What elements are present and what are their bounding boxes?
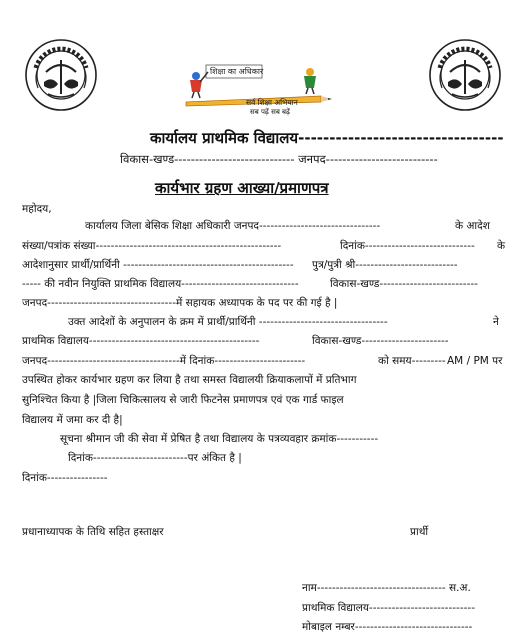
- applicant-label: प्रार्थी: [410, 526, 429, 538]
- body-line-10: सुनिश्चित किया है |जिला चिकित्सालय से जारी फिटनेस प्रमाणपत्र एवं एक गार्ड फाइल: [22, 394, 344, 406]
- up-government-seal-right: [428, 38, 502, 112]
- body-line-2a: संख्या/पत्रांक संख्या-------------------------------------------------: [22, 240, 282, 252]
- body-line-4b: विकास-खण्ड--------------------------: [330, 278, 478, 290]
- name-field: नाम---------------------------------- स.अ.: [302, 582, 471, 594]
- body-line-1a: कार्यालय जिला बेसिक शिक्षा अधिकारी जनपद--------------------------------: [85, 220, 381, 232]
- body-line-6a: उक्त आदेशों के अनुपालन के क्रम में प्रार्थी/प्रार्थिनी ----------------------------------: [68, 316, 388, 328]
- body-line-8b: को समय---------: [378, 355, 446, 367]
- logo-bottom-line1: सर्व शिक्षा अभियान: [246, 98, 298, 107]
- block-district-line: विकास-खण्ड----------------------------- जनपद---------------------------: [120, 152, 438, 166]
- document-title: कार्यभार ग्रहण आख्या/प्रमाणपत्र: [155, 179, 329, 197]
- logo-top-label: शिक्षा का अधिकार: [210, 67, 264, 76]
- body-line-1b: के आदेश: [455, 220, 490, 232]
- body-line-13: दिनांक-------------------------पर अंकित है |: [68, 452, 242, 464]
- body-line-12: सूचना श्रीमान जी की सेवा में प्रेषित है तथा विद्यालय के पत्रव्यवहार क्रमांक-----------: [60, 433, 379, 445]
- body-line-8a: जनपद-----------------------------------में दिनांक------------------------: [22, 355, 306, 367]
- body-line-3b: पुत्र/पुत्री श्री---------------------------: [312, 259, 458, 271]
- body-line-7a: प्राथमिक विद्यालय---------------------------------------------: [22, 335, 260, 347]
- up-government-seal-left: [24, 38, 98, 112]
- logo-bottom-line2: सब पढ़ें सब बढ़ें: [250, 108, 290, 116]
- body-line-3a: आदेशानुसार प्रार्थी/प्रार्थिनी ---------------------------------------------: [22, 259, 294, 271]
- body-line-4a: ----- की नवीन नियुक्ति प्राथमिक विद्यालय-------------------------------: [22, 278, 299, 290]
- body-line-2c: के: [497, 240, 506, 252]
- body-line-2b: दिनांक-----------------------------: [340, 240, 475, 252]
- sarva-shiksha-logo: [176, 62, 356, 120]
- body-line-8c: AM / PM पर: [447, 355, 503, 367]
- school-field: प्राथमिक विद्यालय----------------------------: [302, 602, 475, 614]
- body-line-7b: विकास-खण्ड-----------------------: [312, 335, 449, 347]
- office-line: कार्यालय प्राथमिक विद्यालय---------------------------------: [150, 129, 504, 147]
- body-line-9: उपस्थित होकर कार्यभार ग्रहण कर लिया है तथा समस्त विद्यालयी क्रियाकलापों में प्रतिभाग: [22, 374, 357, 386]
- body-line-6b: ने: [493, 316, 499, 328]
- principal-signature-label: प्रधानाध्यापक के तिथि सहित हस्ताक्षर: [22, 526, 164, 538]
- body-line-5: जनपद----------------------------------में सहायक अध्यापक के पद पर की गई है |: [22, 297, 338, 309]
- date-field: दिनांक----------------: [22, 472, 108, 484]
- salutation: महोदय,: [22, 203, 52, 215]
- mobile-field: मोबाइल नम्बर-------------------------------: [302, 621, 473, 633]
- body-line-11: विद्यालय में जमा कर दी है|: [22, 414, 123, 426]
